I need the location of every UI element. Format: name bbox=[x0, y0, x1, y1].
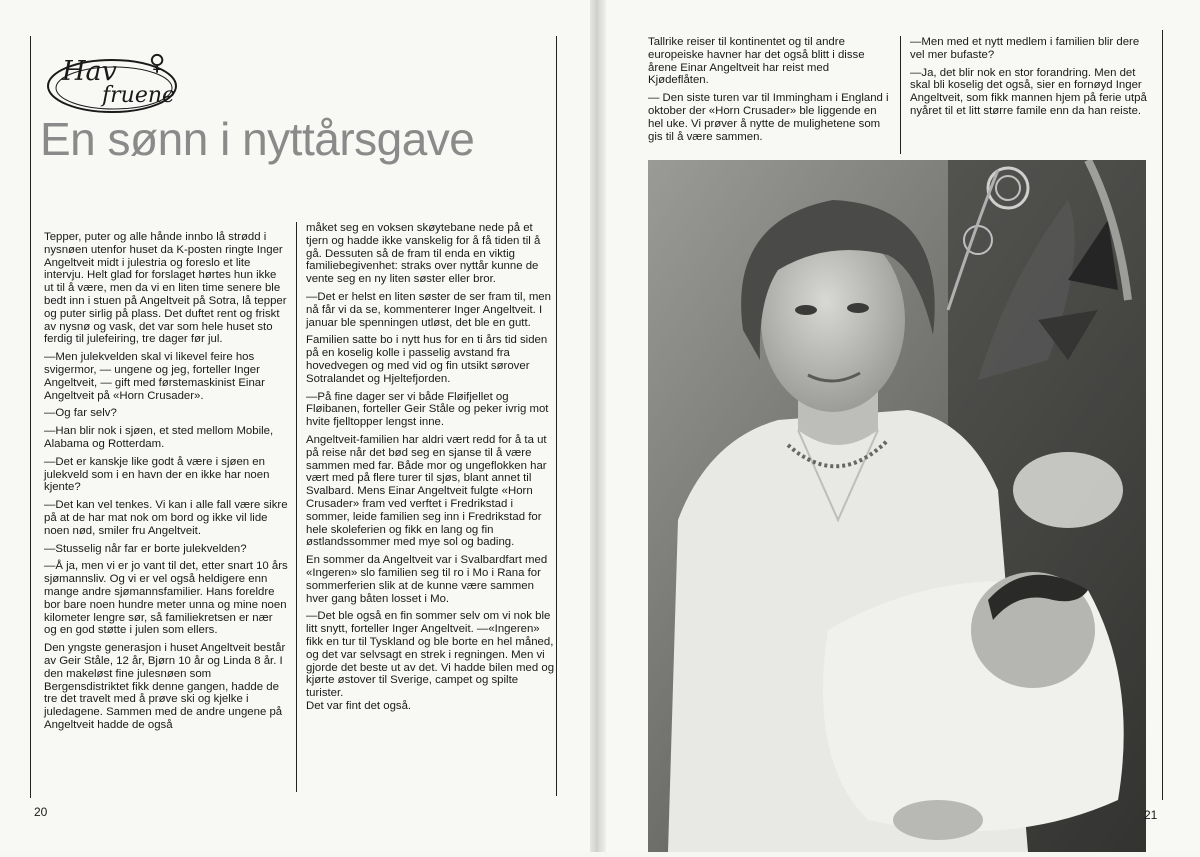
havfruene-logo bbox=[46, 44, 186, 118]
logo-line2: fruene bbox=[102, 83, 176, 108]
mother-and-baby-photo bbox=[648, 160, 1146, 852]
paragraph: —Ja, det blir nok en stor forandring. Men det skal bli koselig det også, sier en fornøyd Inger Angeltveit, som fikk mannen hjem på ferie utpå nyåret til et litt større famile enn da han reiste. bbox=[910, 66, 1147, 117]
paragraph: —Men med et nytt medlem i familien blir dere vel mer bufaste? bbox=[910, 36, 1140, 61]
paragraph: Angeltveit-familien har aldri vært redd for å ta ut på reise når det bød seg en sjanse til å være sammen med far. Både mor og ungeflokken har vært med på flere turer til sjøs, blant annet til Svalbard. Mens Einar Angeltveit fulgte «Horn Crusader» fram ved verftet i Fredrikstad i sommer, leide familien seg inn i Fredrikstad for hele skoleferien og fikk en lang og fin østlandssommer med mye sol og bading. bbox=[306, 433, 547, 549]
paragraph: —Å ja, men vi er jo vant til det, etter snart 10 års sjømannsliv. Og vi er vel også heldigere enn mange andre sjømannsfamilier. Hans foreldre bor bare noen hundre meter unna og mine noen kilometer lengre sør, så familiekretsen er nær og en god støtte i julen som ellers. bbox=[44, 560, 288, 637]
article-column-1 bbox=[44, 231, 288, 737]
article-column-4 bbox=[910, 36, 1148, 123]
column-divider-right bbox=[900, 36, 901, 154]
paragraph: En sommer da Angeltveit var i Svalbardfart med «Ingeren» slo familien seg til ro i Mo i Rana for sommerferien slik at de kunne være sammen hver gang båten losset i Mo. bbox=[306, 554, 548, 605]
logo-line1: Hav bbox=[62, 56, 117, 87]
paragraph: Tallrike reiser til kontinentet og til andre europeiske havner har det også blitt i disse årene Einar Angeltveit har reist med Kjødeflåten. bbox=[648, 36, 865, 87]
paragraph: måket seg en voksen skøytebane nede på et tjern og hadde ikke vanskelig for å få tiden til å gå. Dessuten så de fram til enda en viktig familiebegivenhet: straks over nyttår kunne de vente seg en ny liten søster eller bror. bbox=[306, 222, 541, 286]
paragraph: Den yngste generasjon i huset Angeltveit består av Geir Ståle, 12 år, Bjørn 10 år og Linda 8 år. I den makeløst fine julesnøen som Bergensdistriktet fikk denne gangen, hadde de tre det travelt med å prøve ski og kjelke i juledagene. Sammen med de andre ungene på Angeltveit hadde de også bbox=[44, 642, 286, 731]
right-margin-rule bbox=[556, 36, 557, 796]
article-headline: En sønn i nyttårsgave bbox=[40, 113, 475, 165]
left-margin-rule bbox=[30, 36, 31, 798]
paragraph: — Den siste turen var til Immingham i England i oktober der «Horn Crusader» ble liggende en hel uke. Vi prøver å nytte de mulighetene som gis til å være sammen. bbox=[648, 92, 889, 143]
article-column-2 bbox=[306, 222, 556, 718]
paragraph: —Det kan vel tenkes. Vi kan i alle fall være sikre på at de har mat nok om bord og ikke vil lide noen nød, smiler fru Angeltveit. bbox=[44, 499, 288, 537]
paragraph: —Han blir nok i sjøen, et sted mellom Mobile, Alabama og Rotterdam. bbox=[44, 425, 274, 450]
venus-icon: ♀ bbox=[149, 51, 166, 76]
page-number-left: 20 bbox=[34, 805, 48, 819]
paragraph: —Og far selv? bbox=[44, 407, 117, 420]
paragraph: —Det er kanskje like godt å være i sjøen en julekveld som i en havn der en ikke har noen kjente? bbox=[44, 455, 270, 494]
paragraph: —Men julekvelden skal vi likevel feire hos svigermor, — ungene og jeg, forteller Inger Angeltveit, — gift med førstemaskinist Einar Angeltveit på «Horn Crusader». bbox=[44, 351, 265, 402]
paragraph: —På fine dager ser vi både Fløifjellet og Fløibanen, forteller Geir Ståle og peker ivrig mot hvite fjelltopper lengst inne. bbox=[306, 390, 549, 429]
column-divider-left bbox=[296, 222, 297, 792]
right-page-margin-rule bbox=[1162, 30, 1163, 800]
page-gutter bbox=[590, 0, 606, 852]
paragraph: Familien satte bo i nytt hus for en ti års tid siden på en koselig kolle i passelig avstand fra hovedvegen og med vid og fin utsikt sørover Sotralandet og Hjeltefjorden. bbox=[306, 334, 548, 385]
paragraph: —Det ble også en fin sommer selv om vi nok ble litt snytt, forteller Inger Angeltveit. —«Ingeren» fikk en tur til Tyskland og ble borte en hel måned, og det var selvsagt en strek i regningen. Men vi gjorde det beste ut av det. Vi hadde bilen med og kjørte østover til Sverige, campet og spilte turister. Det var fint det også. bbox=[306, 610, 555, 712]
paragraph: —Det er helst en liten søster de ser fram til, men nå får vi da se, kommenterer Inger Angeltveit. I januar ble spenningen utløst, det ble en gutt. bbox=[306, 290, 551, 329]
paragraph: —Stusselig når far er borte julekvelden? bbox=[44, 542, 247, 555]
article-column-3 bbox=[648, 36, 892, 148]
page-number-right: 21 bbox=[1144, 808, 1158, 822]
paragraph: Tepper, puter og alle hånde innbo lå strødd i nysnøen utenfor huset da K-posten ringte Inger Angeltveit midt i julestria og foreslo et lite intervju. Helt glad for forslaget hørtes hun ikke ut til å være, men da vi en liten time senere ble bedt inn i stuen på Angeltveit på Sotra, lå tepper og puter sirlig på plass. Det duftet rent og friskt av nysnø og vask, det var som hele huset sto ferdig til julefeiring, tre dager før jul. bbox=[44, 231, 287, 346]
